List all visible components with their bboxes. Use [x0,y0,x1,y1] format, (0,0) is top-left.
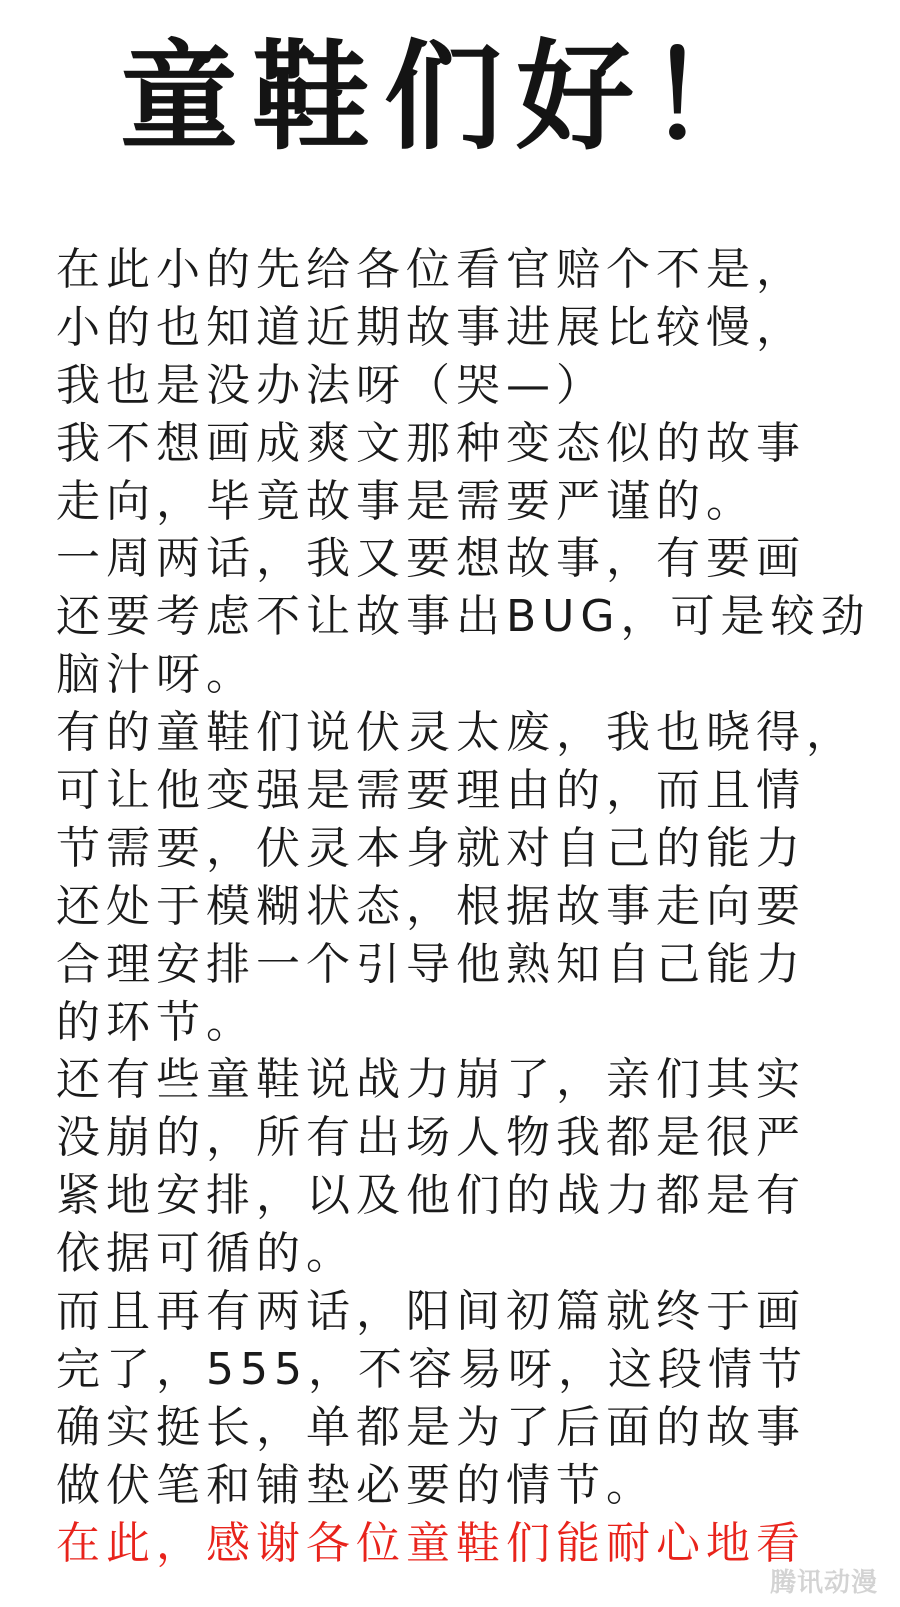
body-line: 的环节。 [56,996,256,1048]
body-line: 确实挺长，单都是为了后面的故事 [56,1401,806,1453]
body-line: 合理安排一个引导他熟知自己能力 [56,938,806,990]
body-line: 依据可循的。 [56,1228,356,1280]
body-line: 还要考虑不让故事出BUG，可是较劲 [56,591,871,643]
body-line: 可让他变强是需要理由的，而且情 [56,765,806,817]
body-line: 还有些童鞋说战力崩了，亲们其实 [56,1054,806,1106]
page-title: 童鞋们好！ [119,28,780,166]
body-line: 做伏笔和铺垫必要的情节。 [56,1459,656,1511]
body-line: 有的童鞋们说伏灵太废，我也晓得， [56,707,856,759]
body-line: 节需要，伏灵本身就对自己的能力 [56,822,806,874]
letter-body [56,241,876,1572]
watermark-logo: 腾讯动漫 [769,1568,878,1598]
body-line: 我也是没办法呀（哭—） [56,359,606,411]
body-line: 走向，毕竟故事是需要严谨的。 [56,475,756,527]
body-line: 还处于模糊状态，根据故事走向要 [56,880,806,932]
body-line: 完了，555，不容易呀，这段情节 [56,1343,808,1395]
body-line: 没崩的，所有出场人物我都是很严 [56,1112,806,1164]
body-line: 小的也知道近期故事进展比较慢， [56,301,806,353]
body-line: 而且再有两话，阳间初篇就终于画 [56,1286,806,1338]
body-line: 脑汁呀。 [56,649,256,701]
body-line: 紧地安排，以及他们的战力都是有 [56,1170,806,1222]
body-line: 我不想画成爽文那种变态似的故事 [56,417,806,469]
body-line: 一周两话，我又要想故事，有要画 [56,533,806,585]
body-line: 在此小的先给各位看官赔个不是， [56,244,806,295]
highlight-line: 在此，感谢各位童鞋们能耐心地看 [56,1517,806,1569]
